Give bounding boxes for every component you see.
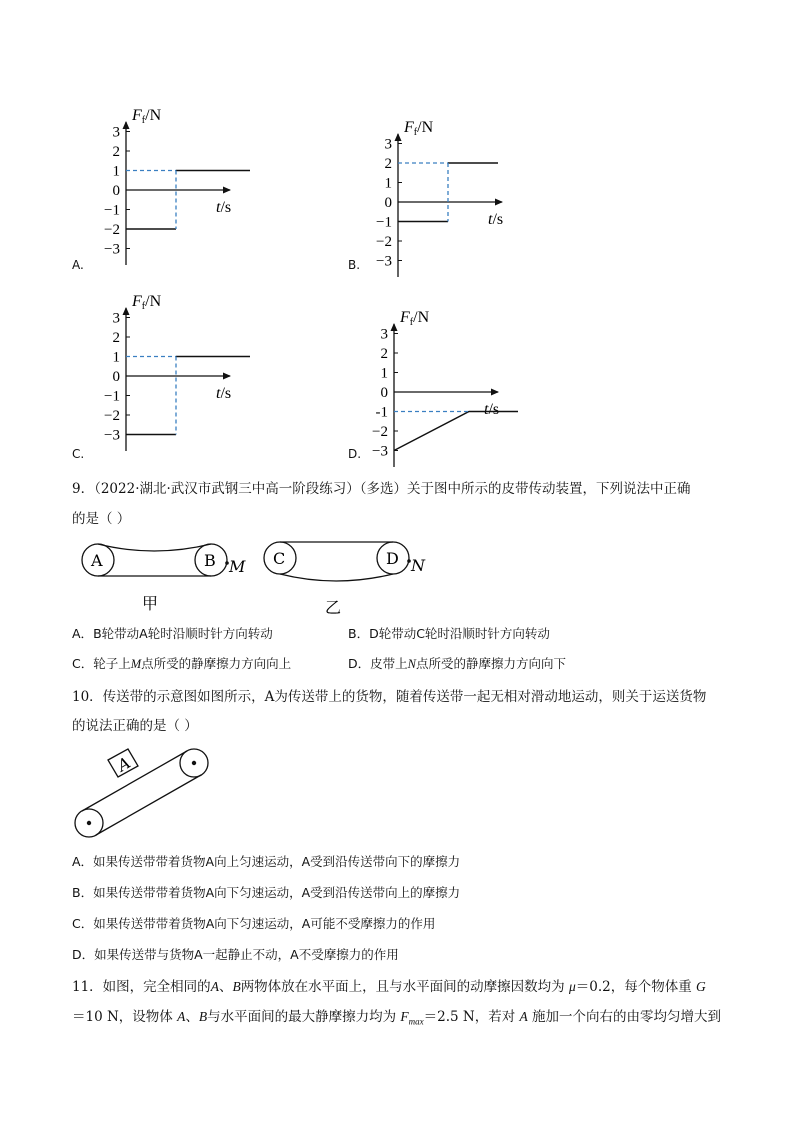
roller-axle-top — [192, 761, 196, 765]
graph-b — [362, 112, 522, 282]
graph-c — [90, 286, 250, 456]
graph-b-tick-label-4: −1 — [376, 214, 392, 231]
label-m: M — [229, 557, 246, 576]
graph-b-tick-label-0: 3 — [384, 136, 392, 153]
graph-c-x-arrow — [223, 373, 231, 380]
graph-c-x-label: t/s — [216, 385, 232, 402]
q9-option-d — [348, 654, 566, 672]
caption-jia: 甲 — [142, 594, 159, 613]
q11-l1-p4: ＝0.2，每个物体重 — [575, 979, 697, 995]
q11-l2-fmax: F — [400, 1009, 409, 1024]
q9-option-c-pre: 轮子上 — [93, 656, 131, 671]
graph-d-tick-label-2: 1 — [380, 365, 388, 382]
q11-l2-fmax-sub: max — [408, 1016, 424, 1027]
graph-c-tick-label-3: 0 — [112, 369, 120, 385]
q10-option-b: B．如果传送带带着货物A向下匀速运动，A受到沿传送带向上的摩擦力 — [72, 885, 461, 900]
q9-option-a-label: A． — [72, 626, 94, 641]
graph-d-tag: D. — [348, 447, 362, 461]
graph-b-tick-label-5: −2 — [376, 234, 392, 250]
graph-c-tick-label-4: −1 — [104, 388, 120, 405]
label-d: D — [386, 549, 399, 568]
q11-l2-p1: ＝10 N，设物体 — [72, 1009, 178, 1025]
graph-a-tick-label-1: 2 — [112, 144, 120, 160]
graph-c-tick-label-5: −2 — [104, 408, 120, 424]
q9-option-c-text: 点所受的静摩擦力方向向上 — [141, 656, 292, 671]
graph-d-tick-label-3: 0 — [380, 385, 388, 401]
cargo-label: A — [114, 752, 134, 776]
graph-d-svg — [358, 302, 518, 472]
q11-l2-b: B — [198, 1009, 208, 1024]
graph-d-y-arrow — [391, 323, 398, 331]
q11-stem-line1 — [72, 977, 706, 997]
graph-a-x-arrow — [223, 187, 231, 194]
graph-c-y-label: Ff/N — [132, 293, 162, 312]
q11-l1-b: B — [232, 979, 241, 994]
q10-option-d: D．如果传送带与货物A一起静止不动，A不受摩擦力的作用 — [72, 947, 399, 962]
graph-b-tag: B. — [348, 258, 361, 272]
graph-d-tick-label-4: -1 — [375, 404, 388, 421]
graph-d-x-arrow — [491, 389, 499, 396]
graph-d-tick-label-0: 3 — [380, 326, 388, 343]
q10-stem-line2: 的说法正确的是（ ） — [72, 718, 198, 734]
graph-a-tick-label-5: −2 — [104, 222, 120, 238]
q9-option-b-text: D轮带动C轮时沿顺时针方向转动 — [369, 626, 550, 641]
graph-a-x-label: t/s — [216, 199, 232, 216]
q11-l2-p5: 施加一个向右的由零均匀增大到 — [527, 1009, 722, 1025]
graph-a — [90, 100, 250, 270]
label-c: C — [273, 549, 286, 568]
graph-c-tick-label-2: 1 — [112, 349, 120, 366]
q10-stem-line1: 10．传送带的示意图如图所示，A为传送带上的货物，随着传送带一起无相对滑动地运动，则关于运送货物 — [72, 689, 707, 705]
q9-option-c — [72, 654, 291, 672]
graph-c-tick-label-1: 2 — [112, 330, 120, 346]
q9-option-b — [348, 624, 550, 642]
label-n: N — [411, 556, 425, 575]
graph-d-tick-label-6: −3 — [372, 443, 388, 460]
belt-upper-jia — [98, 544, 211, 551]
q11-l1-p1: 11．如图，完全相同的 — [72, 979, 211, 995]
q9-option-d-label: D． — [348, 656, 371, 671]
q11-l1-a: A — [210, 979, 219, 994]
graph-a-tick-label-0: 3 — [112, 124, 120, 141]
q9-option-d-var: N — [407, 657, 416, 671]
graph-b-tick-label-6: −3 — [376, 253, 392, 270]
graph-c-y-arrow — [123, 307, 130, 315]
q11-l2-a2: A — [519, 1009, 528, 1024]
graph-b-y-arrow — [395, 133, 402, 141]
q11-l1-mu: μ — [568, 979, 576, 994]
graph-a-tick-label-4: −1 — [104, 202, 120, 219]
graph-d-x-label: t/s — [484, 401, 500, 418]
graph-a-svg — [90, 100, 250, 270]
roller-axle-bottom — [87, 821, 91, 825]
graph-b-x-arrow — [495, 199, 503, 206]
graph-b-x-label: t/s — [488, 211, 504, 228]
graph-a-y-label: Ff/N — [132, 107, 162, 126]
q9-option-a-text: B轮带动A轮时沿顺时针方向转动 — [93, 626, 273, 641]
belt-drive-diagram — [72, 536, 442, 616]
q10-figure — [72, 742, 222, 846]
conveyor-diagram — [72, 742, 222, 842]
graph-a-tick-label-6: −3 — [104, 241, 120, 258]
graph-d — [358, 302, 518, 472]
label-b: B — [204, 551, 216, 570]
q9-option-c-label: C． — [72, 656, 94, 671]
q9-option-c-var: M — [130, 657, 142, 671]
q11-l2-p2: 、 — [185, 1009, 199, 1025]
graph-d-tick-label-1: 2 — [380, 346, 388, 362]
label-a: A — [91, 551, 103, 570]
graph-c-tick-label-0: 3 — [112, 310, 120, 327]
graph-a-tick-label-2: 1 — [112, 163, 120, 180]
graph-a-y-arrow — [123, 121, 130, 129]
q9-option-d-text: 点所受的静摩擦力方向向下 — [416, 656, 567, 671]
q11-l2-a: A — [177, 1009, 186, 1024]
graph-d-y-label: Ff/N — [400, 309, 430, 328]
q9-option-d-pre: 皮带上 — [370, 656, 408, 671]
conveyor-belt-lower — [96, 775, 201, 835]
graph-c-tick-label-6: −3 — [104, 427, 120, 444]
q11-stem-line2 — [72, 1007, 721, 1032]
graph-d-tick-label-5: −2 — [372, 424, 388, 440]
graph-b-tick-label-3: 0 — [384, 195, 392, 211]
q9-stem-line1: 9．（2022·湖北·武汉市武钢三中高一阶段练习）（多选）关于图中所示的皮带传动装置，下列说法中正确 — [72, 481, 691, 497]
caption-yi: 乙 — [325, 598, 342, 616]
q9-figure — [72, 536, 442, 620]
graph-d-solid-segment-0 — [394, 412, 518, 451]
q11-l1-p3: 两物体放在水平面上，且与水平面间的动摩擦因数均为 — [240, 979, 569, 995]
graph-b-y-label: Ff/N — [404, 119, 434, 138]
graph-c-tag: C. — [72, 447, 85, 461]
belt-lower-yi — [280, 574, 393, 581]
q9-option-a — [72, 624, 273, 642]
q11-l1-p2: 、 — [218, 979, 233, 995]
q10-option-a: A．如果传送带带着货物A向上匀速运动，A受到沿传送带向下的摩擦力 — [72, 854, 461, 869]
q9-option-b-label: B． — [348, 626, 370, 641]
graph-b-tick-label-2: 1 — [384, 175, 392, 192]
q10-option-c: C．如果传送带带着货物A向下匀速运动，A可能不受摩擦力的作用 — [72, 916, 436, 931]
q11-l2-p4: ＝2.5 N，若对 — [423, 1009, 520, 1025]
graph-b-tick-label-1: 2 — [384, 156, 392, 172]
q11-l1-g: G — [696, 979, 706, 994]
graph-a-tag: A. — [72, 258, 84, 272]
graph-a-tick-label-3: 0 — [112, 183, 120, 199]
graph-b-svg — [362, 112, 522, 282]
q11-l2-p3: 与水平面间的最大静摩擦力均为 — [207, 1009, 401, 1025]
q9-stem-line2: 的是（ ） — [72, 511, 131, 527]
graph-c-svg — [90, 286, 250, 456]
